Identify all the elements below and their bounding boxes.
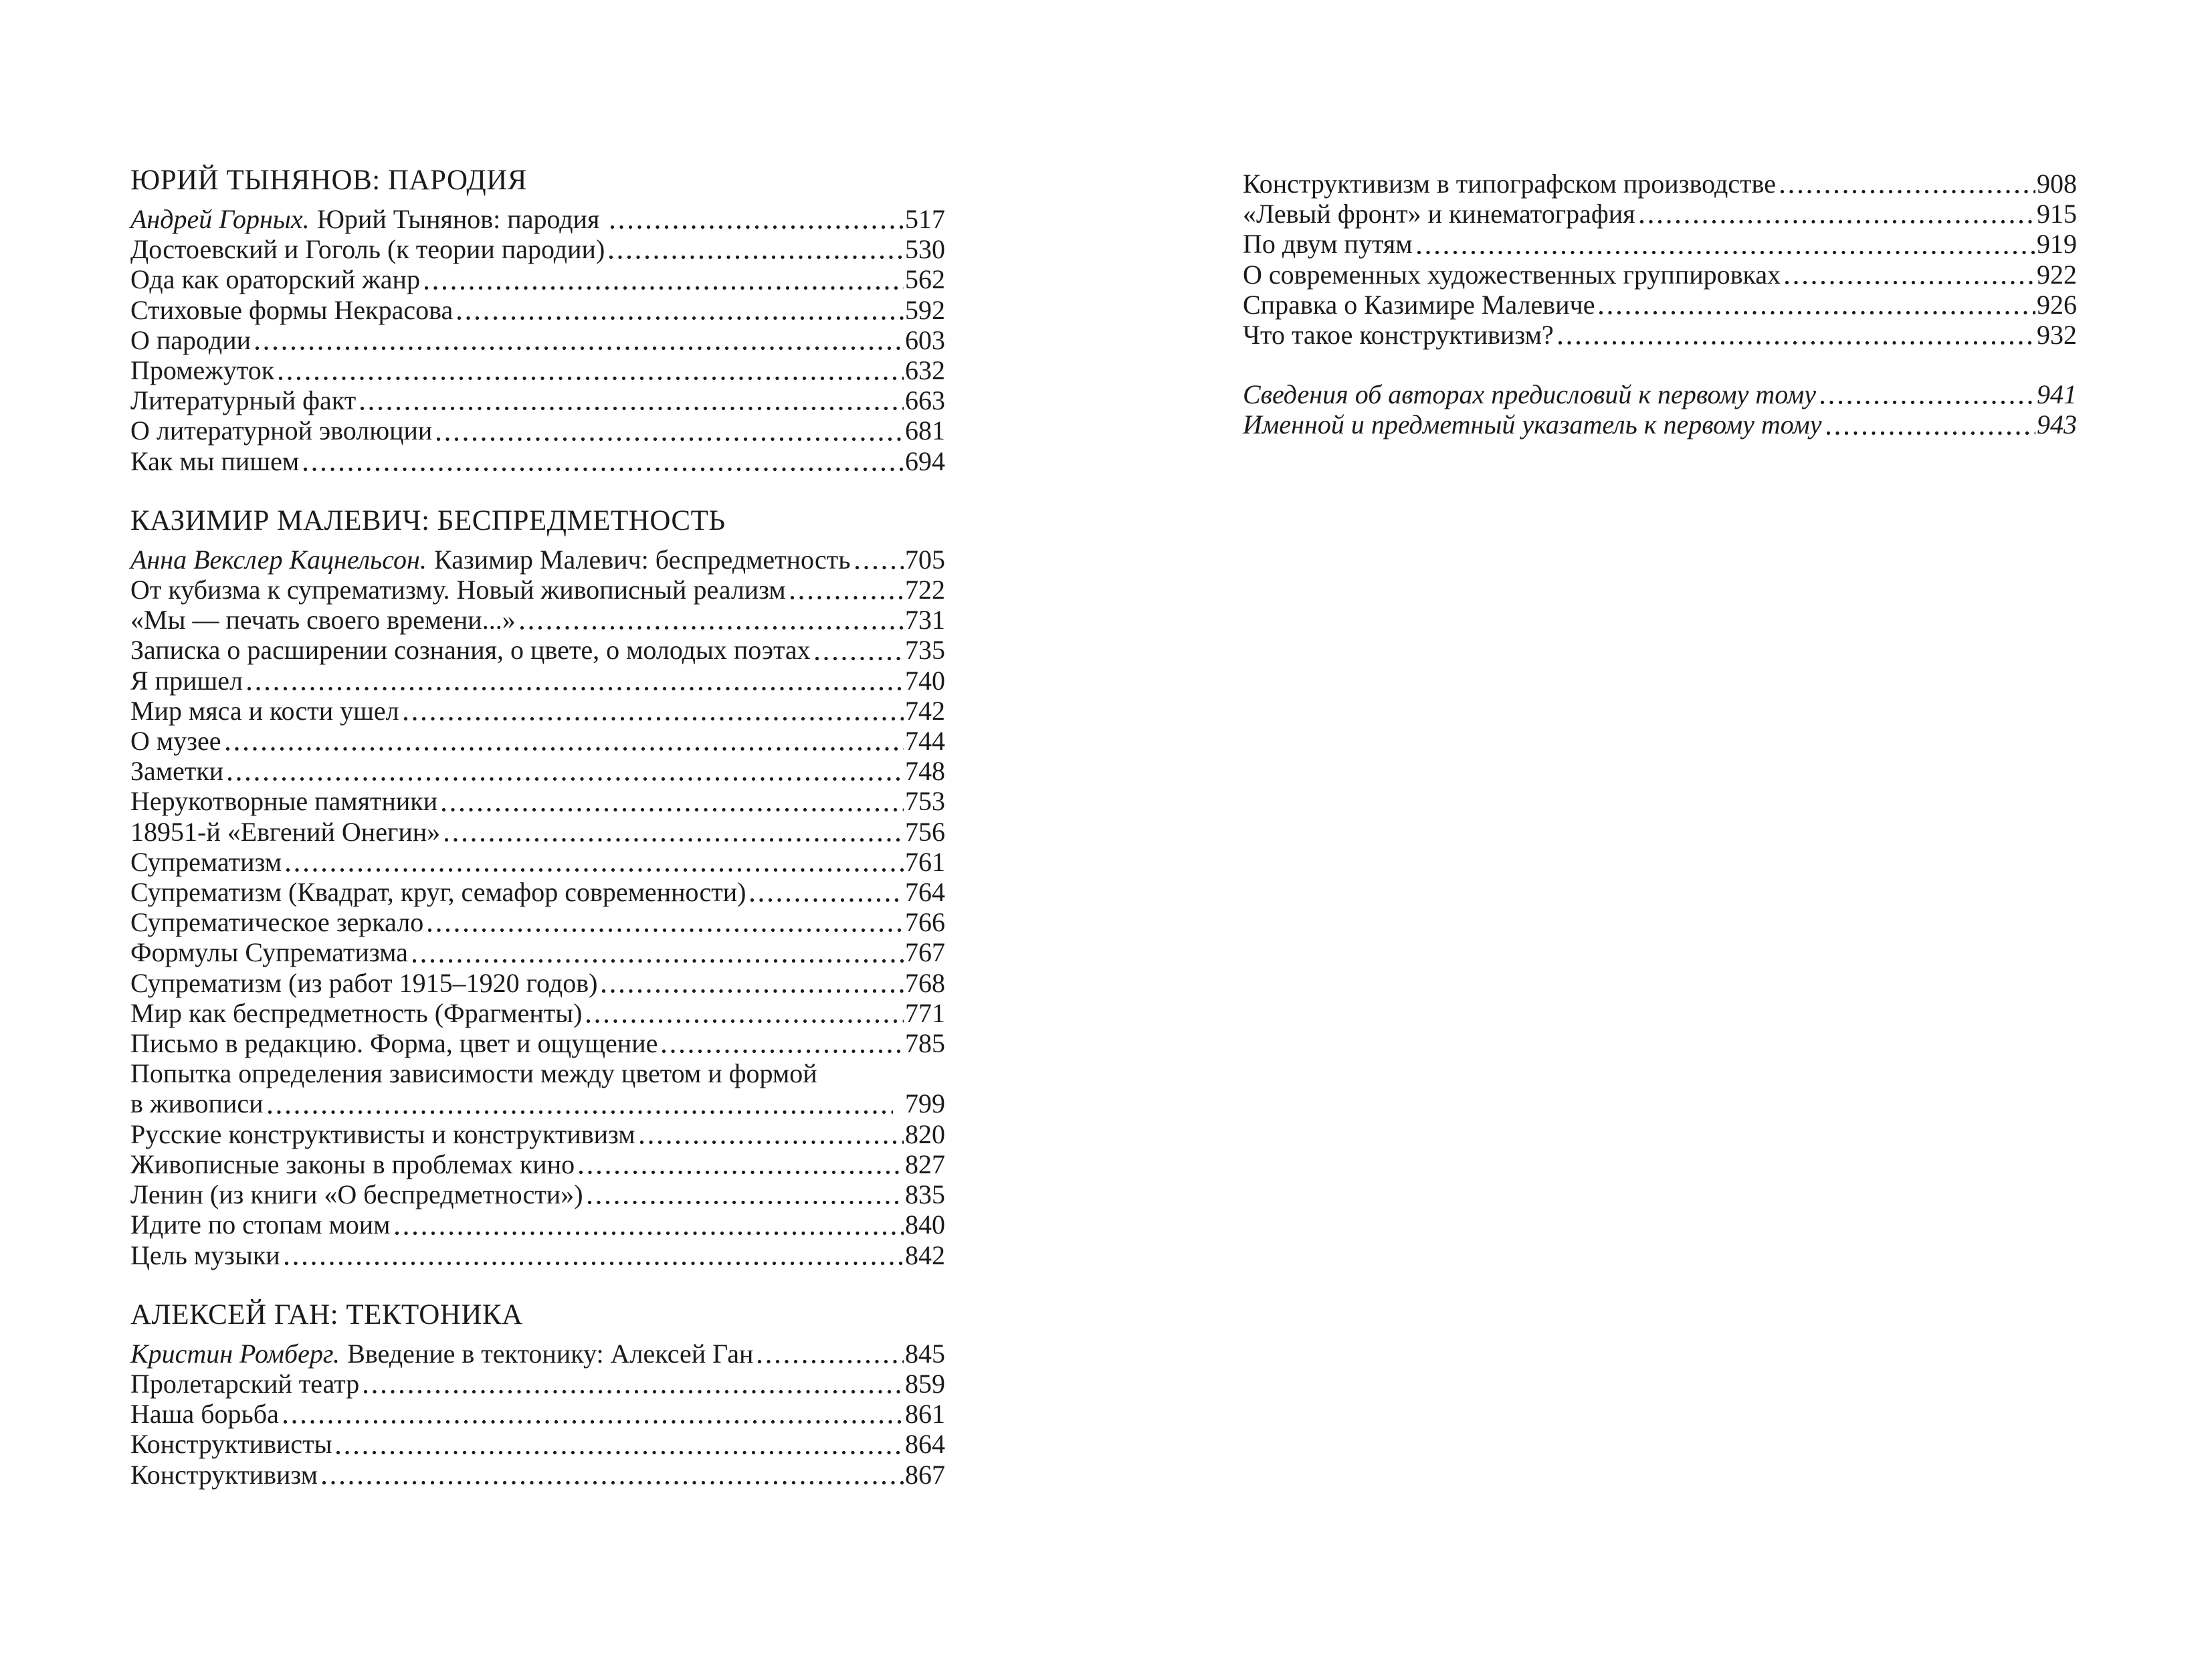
toc-entry-page: 756 [905,816,945,847]
toc-entry [130,1240,945,1270]
toc-entry-title: Цель музыки [130,1240,280,1270]
toc-entry-page: 753 [905,786,945,817]
toc-entry [130,575,945,605]
toc-entry-title: От кубизма к супрематизму. Новый живописный реализм [130,575,786,605]
toc-entry [130,295,945,325]
toc-back-matter [1243,379,2077,440]
toc-section [130,506,945,1270]
toc-entry [130,1369,945,1399]
toc-entry-page: 761 [905,846,945,877]
toc-entry-title: Супрематизм (из работ 1915–1920 годов) [130,967,598,998]
dot-leader [336,1429,904,1459]
toc-entry-title: Ода как ораторский жанр [130,264,420,295]
toc-section [130,165,945,476]
toc-entry [1243,169,2077,199]
toc-entry-title: Мир как беспредметность (Фрагменты) [130,997,583,1028]
toc-entry-page: 827 [905,1149,945,1179]
toc-entry [130,1149,945,1179]
toc-entry-title: Справка о Казимире Малевиче [1243,289,1595,320]
toc-entry [1243,229,2077,259]
dot-leader [1821,379,2035,409]
dot-leader [437,415,904,446]
toc-entry [130,726,945,756]
toc-entry-page: 731 [905,605,945,636]
toc-entry-title: Введение в тектонику: Алексей Ган [347,1338,754,1369]
dot-leader [304,446,904,476]
toc-entry [130,1028,945,1058]
toc-entry-page: 740 [905,665,945,696]
toc-entry [130,605,945,635]
toc-entry [130,204,945,234]
toc-entry-title: 18951-й «Евгений Онегин» [130,816,441,847]
toc-entry [130,998,945,1028]
toc-entry [1243,379,2077,409]
toc-entry-page: 842 [905,1240,945,1270]
toc-entry-title: Конструктивизм в типографском производстве [1243,169,1776,199]
toc-entry-title: Наша борьба [130,1399,279,1430]
dot-leader [587,998,904,1028]
toc-entry-page: 766 [905,907,945,938]
toc-entry [130,817,945,847]
toc-entry-title: Записка о расширении сознания, о цвете, о молодых поэтах [130,635,811,666]
toc-entry [130,756,945,786]
dot-leader [520,605,904,635]
toc-entry-page: 919 [2037,229,2077,260]
toc-entry-page: 861 [905,1399,945,1430]
toc-entry-title: Я пришел [130,665,243,696]
toc-entry-page: 864 [905,1429,945,1460]
dot-leader [579,1149,904,1179]
toc-entry-page: 562 [905,264,945,295]
dot-leader [425,264,904,294]
toc-entry-title: «Мы — печать своего времени...» [130,605,516,636]
toc-entry [130,1088,945,1118]
toc-entry-page: 867 [905,1459,945,1490]
toc-entry-title: Стиховые формы Некрасова [130,294,454,325]
toc-entry-page: 705 [905,544,945,575]
toc-entry [130,1119,945,1149]
toc-entry [1243,320,2077,350]
toc-entry-page: 744 [905,726,945,757]
toc-entry [130,907,945,937]
toc-entry-title: Литературный факт [130,385,357,416]
toc-entry-title: Русские конструктивисты и конструктивизм [130,1118,635,1149]
toc-entry-title: Достоевский и Гоголь (к теории пародии) [130,234,605,265]
toc-entry [130,264,945,294]
dot-leader [226,726,904,756]
toc-entry-title: Письмо в редакцию. Форма, цвет и ощущение [130,1028,658,1059]
toc-entry [130,385,945,415]
toc-entry [130,355,945,385]
toc-entry [130,1399,945,1429]
toc-entry-title: О музее [130,726,221,757]
toc-entry-title: Сведения об авторах предисловий к первому тому [1243,379,1817,410]
toc-entry-title: Супрематическое зеркало [130,907,424,938]
toc-entry-page: 943 [2037,409,2077,440]
toc-entry-page: 908 [2037,169,2077,199]
dot-leader [413,937,904,967]
dot-leader [856,545,904,575]
dot-leader [1417,229,2035,259]
toc-entry-page: 785 [905,1028,945,1059]
dot-leader [279,355,904,385]
toc-entry [130,968,945,998]
toc-entry-title: О современных художественных группировках [1243,259,1781,290]
toc-entry-page: 694 [905,446,945,476]
toc-entry-title: Супрематизм [130,846,282,877]
toc-entry [130,545,945,575]
toc-entry-title: Формулы Супрематизма [130,937,408,968]
toc-entry-title: Ленин (из книги «О беспредметности») [130,1179,583,1210]
dot-leader [247,666,904,696]
toc-page-right [1243,169,2077,440]
toc-entry-page: 768 [905,967,945,998]
section-heading: АЛЕКСЕЙ ГАН: ТЕКТОНИКА [130,1298,523,1331]
toc-section [130,1300,945,1490]
toc-entry-page: 926 [2037,289,2077,320]
toc-entry-page: 764 [905,877,945,908]
toc-entry-title: Нерукотворные памятники [130,786,438,817]
toc-entry [130,877,945,907]
toc-entry [130,1209,945,1240]
toc-entry-title: Пролетарский театр [130,1368,360,1399]
dot-leader [458,295,904,325]
toc-right-entries [1243,169,2077,350]
toc-page-left [130,165,945,1490]
toc-entry-title: О пародии [130,324,252,355]
dot-leader [611,204,904,234]
toc-entry-page: 915 [2037,199,2077,229]
toc-entry [1243,409,2077,440]
dot-leader [1781,169,2035,199]
dot-leader [750,877,904,907]
toc-entry-page: 932 [2037,320,2077,351]
section-heading: ЮРИЙ ТЫНЯНОВ: ПАРОДИЯ [130,165,527,196]
toc-entry-title: По двум путям [1243,229,1413,260]
dot-leader [395,1209,904,1240]
dot-leader [815,635,904,665]
toc-entry-page: 632 [905,355,945,386]
toc-entry-title: Как мы пишем [130,446,300,476]
toc-entry-page: 820 [905,1118,945,1149]
dot-leader [256,325,904,355]
toc-entry-title: Мир мяса и кости ушел [130,695,399,726]
toc-entry [130,415,945,446]
dot-leader [609,234,904,264]
dot-leader [1599,290,2035,320]
toc-entry [130,1179,945,1209]
toc-entry [1243,290,2077,320]
dot-leader [404,696,904,726]
toc-entry-page: 859 [905,1368,945,1399]
dot-leader [268,1088,893,1118]
toc-entry-page: 748 [905,756,945,787]
toc-entry-page: 663 [905,385,945,416]
toc-entry-page: 799 [905,1088,945,1119]
toc-entry-title: Заметки [130,756,224,787]
dot-leader [1785,260,2035,290]
toc-entry-page: 592 [905,294,945,325]
toc-entry-title: Что такое конструктивизм? [1243,320,1554,351]
dot-leader [322,1460,904,1490]
toc-entry-author: Кристин Ромберг. [130,1338,340,1369]
toc-entry [130,635,945,665]
toc-entry-author: Андрей Горных. [130,204,310,234]
toc-entry-page: 530 [905,234,945,265]
toc-entry [130,446,945,476]
dot-leader [364,1369,904,1399]
toc-entry-page: 922 [2037,259,2077,290]
dot-leader [662,1028,904,1058]
toc-entry-page: 603 [905,324,945,355]
dot-leader [640,1119,904,1149]
toc-entry [130,666,945,696]
dot-leader [1827,409,2036,440]
toc-entry-page: 742 [905,695,945,726]
dot-leader [602,968,904,998]
toc-entry-page: 722 [905,575,945,605]
toc-entry-title: Идите по стопам моим [130,1209,391,1240]
toc-entry [130,325,945,355]
toc-entry-title: Промежуток [130,355,275,386]
toc-entry-page: 845 [905,1338,945,1369]
toc-entry-author: Анна Векслер Кацнельсон. [130,544,427,575]
toc-entry [130,937,945,967]
toc-entry-page: 840 [905,1209,945,1240]
dot-leader [791,575,904,605]
section-heading: КАЗИМИР МАЛЕВИЧ: БЕСПРЕДМЕТНОСТЬ [130,504,726,536]
dot-leader [286,847,904,877]
toc-entry [130,234,945,264]
toc-entry-page: 735 [905,635,945,666]
toc-entry [130,847,945,877]
toc-entry-title: в живописи [130,1088,264,1119]
toc-entry-page: 835 [905,1179,945,1210]
toc-entry-title: Живописные законы в проблемах кино [130,1149,575,1179]
toc-entry-title: Именной и предметный указатель к первому тому [1243,409,1822,440]
dot-leader [442,786,904,816]
toc-entry-title: Супрематизм (Квадрат, круг, семафор современности) [130,877,746,908]
toc-entry [1243,260,2077,290]
dot-leader [228,756,904,786]
dot-leader [588,1179,904,1209]
dot-leader [284,1399,904,1429]
toc-entry-page: 767 [905,937,945,968]
dot-leader [758,1339,904,1369]
toc-entry-title: Попытка определения зависимости между цветом и формой [130,1058,817,1089]
toc-entry-page: 517 [905,204,945,234]
toc-entry-title: О литературной эволюции [130,415,433,446]
dot-leader [428,907,904,937]
dot-leader [361,385,904,415]
toc-entry-page: 681 [905,415,945,446]
toc-entry-wrap-line [130,1058,945,1088]
dot-leader [1640,199,2035,229]
dot-leader [285,1240,904,1270]
toc-entry-title: Казимир Малевич: беспредметность [434,544,851,575]
toc-entry-title: Конструктивизм [130,1459,318,1490]
dot-leader [445,817,904,847]
toc-entry [130,696,945,726]
toc-entry-page: 941 [2037,379,2077,410]
toc-entry-title: Юрий Тынянов: пародия [316,204,607,234]
toc-entry [130,1460,945,1490]
toc-entry [130,1339,945,1369]
toc-entry-page: 771 [905,997,945,1028]
toc-entry [130,786,945,816]
toc-entry-title: «Левый фронт» и кинематография [1243,199,1635,229]
toc-entry-title: Конструктивисты [130,1429,332,1460]
dot-leader [1559,320,2035,350]
toc-entry [1243,199,2077,229]
toc-entry [130,1429,945,1459]
